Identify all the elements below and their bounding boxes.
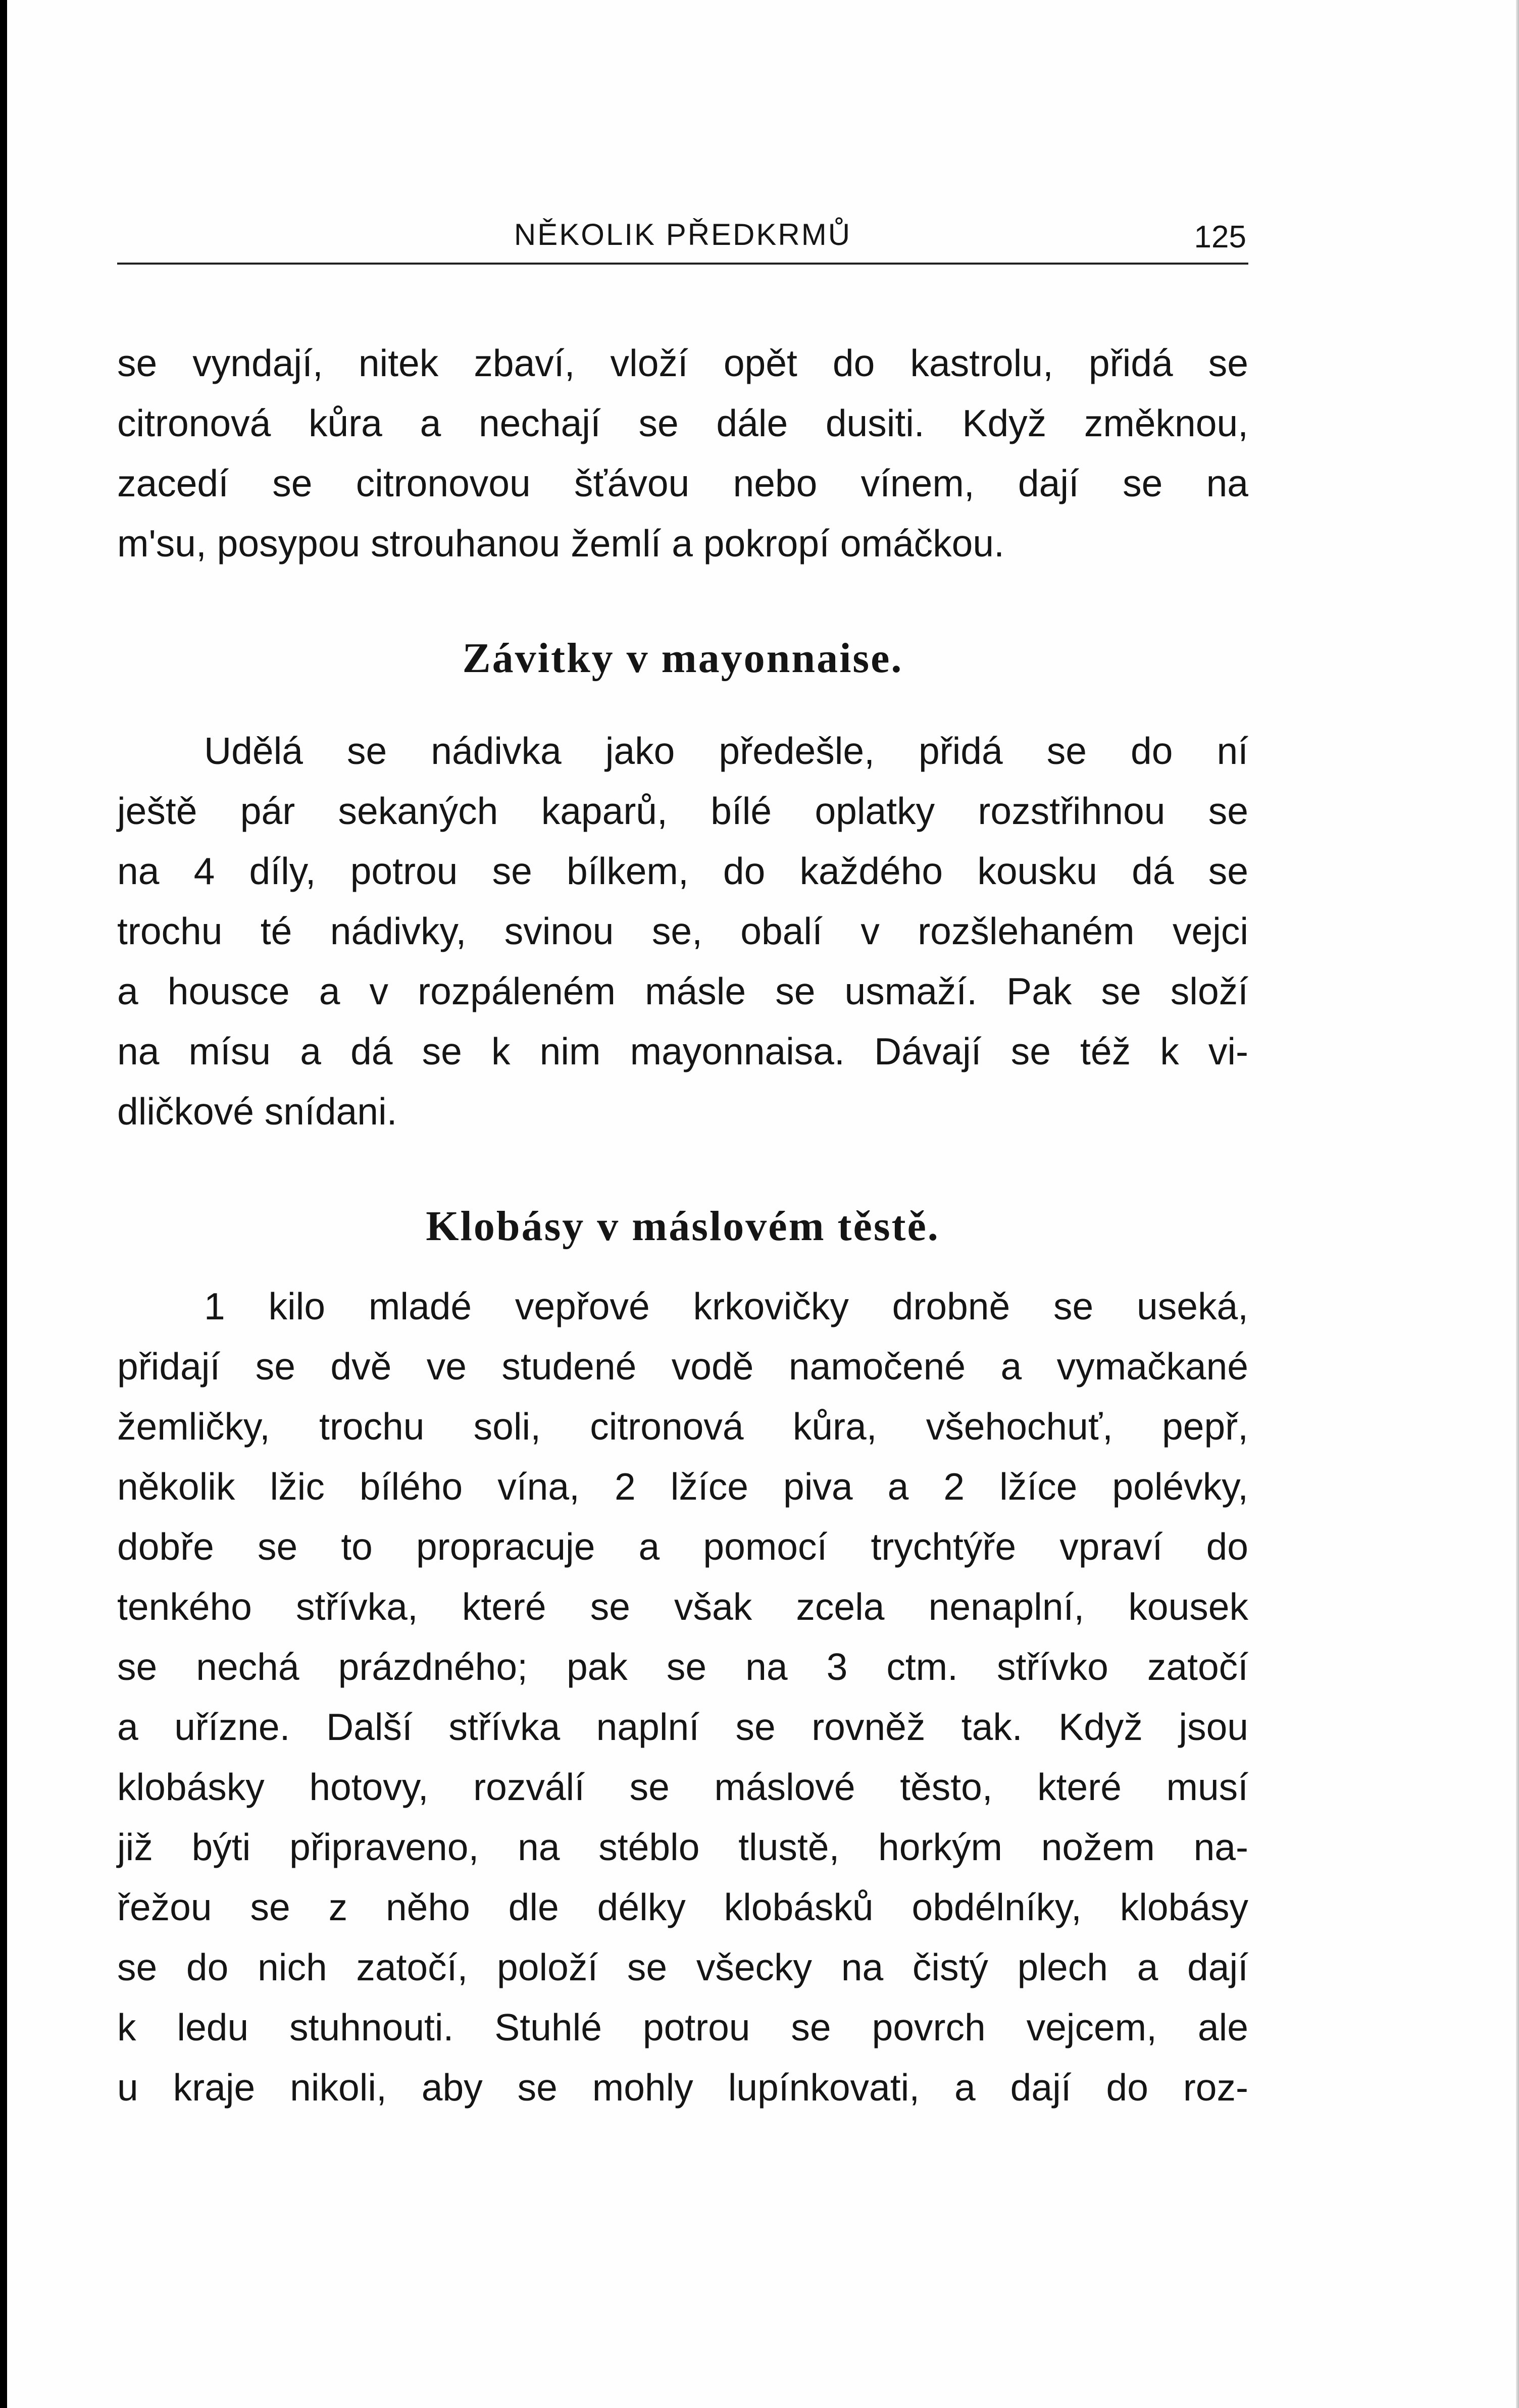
text-line: se nechá prázdného; pak se na 3 ctm. střívko zatočí: [117, 1646, 1248, 1688]
text-line: již býti připraveno, na stéblo tlustě, horkým nožem na-: [117, 1826, 1248, 1868]
text-line: u kraje nikoli, aby se mohly lupínkovati, a dají do roz-: [117, 2066, 1248, 2109]
section-title-zavitky: Závitky v mayonnaise.: [462, 635, 903, 682]
text-line: a uřízne. Další střívka naplní se rovněž tak. Když jsou: [117, 1706, 1248, 1748]
text-line: m'su, posypou strouhanou žemlí a pokropí omáčkou.: [117, 522, 1004, 565]
scan-edge-left: [0, 0, 7, 2408]
paragraph-continuation: [117, 333, 1248, 574]
recipe-klobasy-text: [117, 1276, 1248, 2118]
recipe-zavitky-text: [117, 721, 1248, 1142]
text-line: klobásky hotovy, rozválí se máslové těsto, které musí: [117, 1766, 1248, 1808]
text-line: dličkové snídani.: [117, 1090, 397, 1133]
text-line: přidají se dvě ve studené vodě namočené a vymačkané: [117, 1345, 1248, 1388]
section-title-klobasy: Klobásy v máslovém těstě.: [426, 1203, 940, 1250]
running-head: NĚKOLIK PŘEDKRMŮ: [514, 218, 852, 251]
text-line: se do nich zatočí, položí se všecky na čistý plech a dají: [117, 1946, 1248, 1988]
text-line: se vyndají, nitek zbaví, vloží opět do kastrolu, přidá se: [117, 342, 1248, 384]
text-line: tenkého střívka, které se však zcela nenaplní, kousek: [117, 1585, 1248, 1628]
text-line: na 4 díly, potrou se bílkem, do každého kousku dá se: [117, 850, 1248, 892]
text-line: zacedí se citronovou šťávou nebo vínem, dají se na: [117, 462, 1248, 504]
text-line: na mísu a dá se k nim mayonnaisa. Dávají se též k vi-: [117, 1030, 1248, 1072]
text-line: ještě pár sekaných kaparů, bílé oplatky rozstřihnou se: [117, 790, 1248, 832]
text-line: Udělá se nádivka jako předešle, přidá se do ní: [204, 730, 1248, 772]
text-line: žemličky, trochu soli, citronová kůra, všehochuť, pepř,: [117, 1405, 1248, 1448]
text-line: trochu té nádivky, svinou se, obalí v rozšlehaném vejci: [117, 910, 1248, 952]
text-line: několik lžic bílého vína, 2 lžíce piva a 2 lžíce polévky,: [117, 1465, 1248, 1508]
page-header: [117, 212, 1248, 265]
scan-edge-right: [1516, 0, 1519, 2408]
text-line: dobře se to propracuje a pomocí trychtýře vpraví do: [117, 1525, 1248, 1568]
text-line: k ledu stuhnouti. Stuhlé potrou se povrch vejcem, ale: [117, 2006, 1248, 2048]
text-line: citronová kůra a nechají se dále dusiti. Když změknou,: [117, 402, 1248, 444]
text-line: a housce a v rozpáleném másle se usmaží. Pak se složí: [117, 970, 1248, 1012]
text-line: řežou se z něho dle délky klobásků obdélníky, klobásy: [117, 1886, 1248, 1928]
page-number: 125: [1194, 220, 1246, 254]
text-line: 1 kilo mladé vepřové krkovičky drobně se useká,: [204, 1285, 1248, 1327]
